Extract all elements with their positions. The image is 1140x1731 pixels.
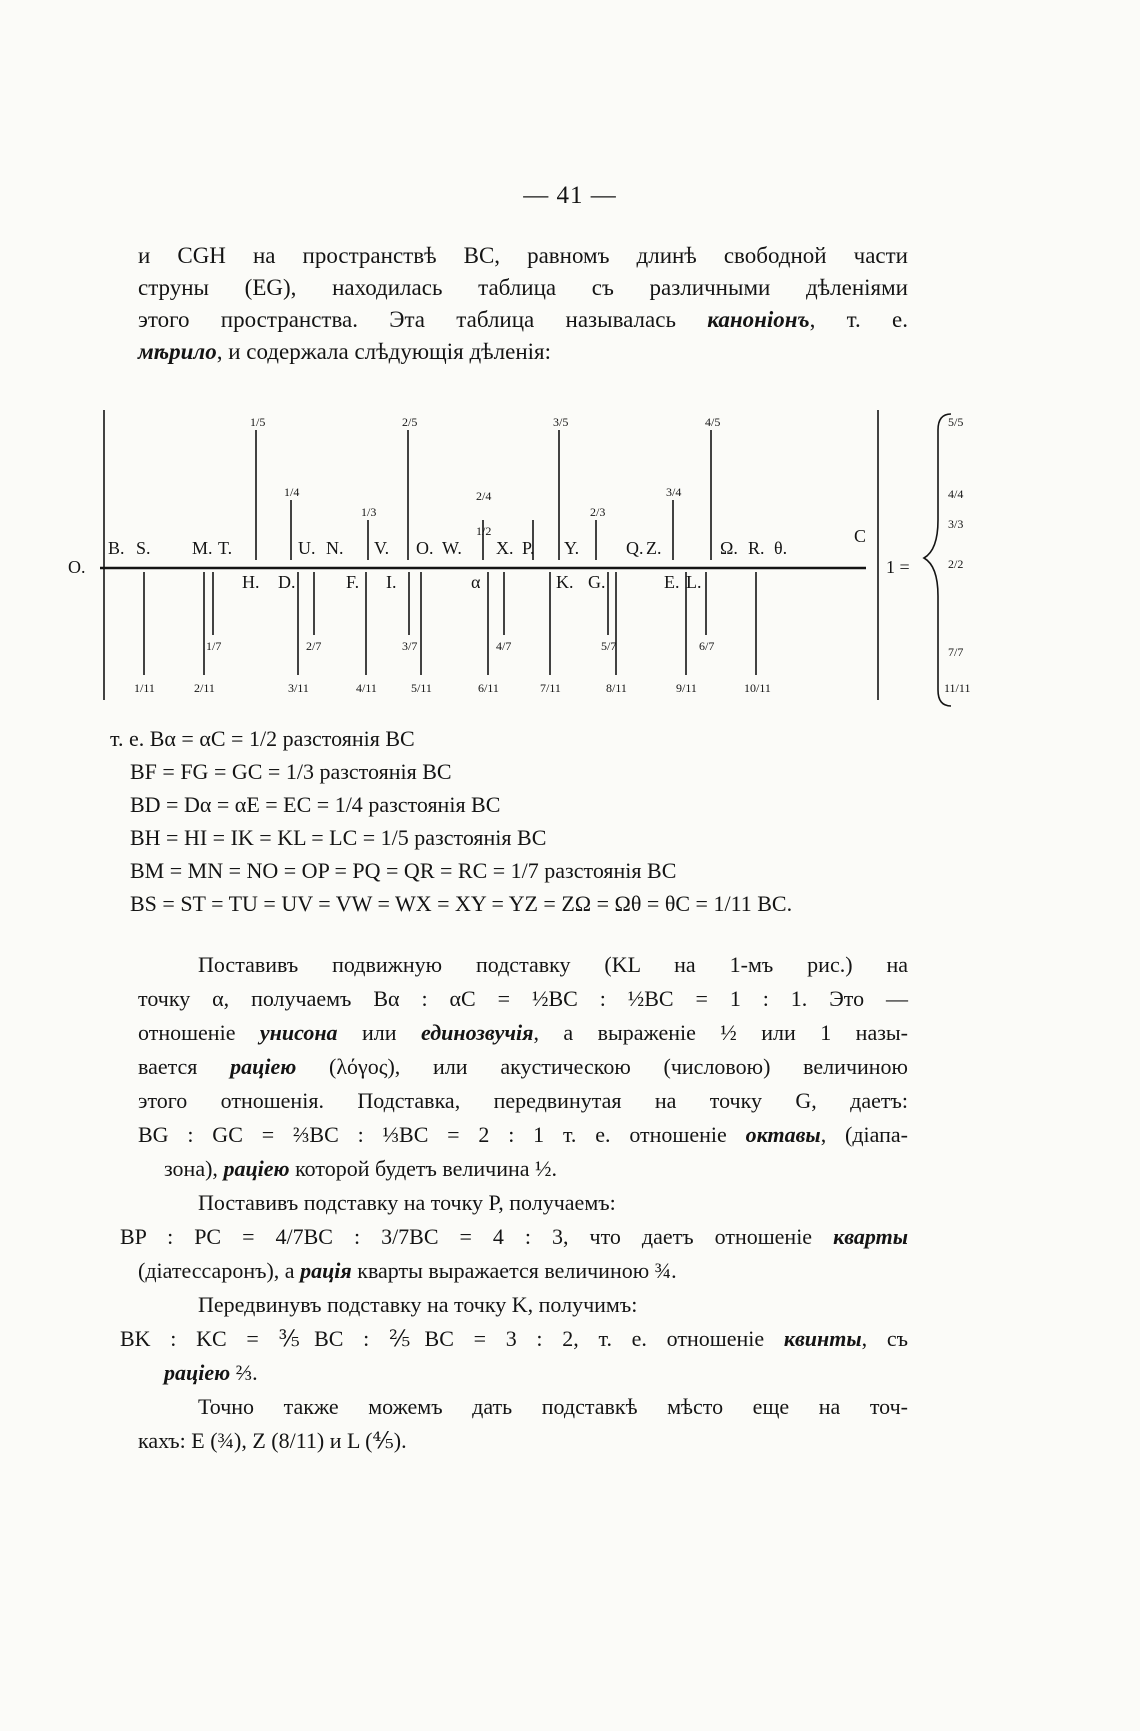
body-text <box>120 948 909 1458</box>
frac-2-7: 2/7 <box>306 639 322 653</box>
bottom-label-h: H. <box>242 572 260 592</box>
bottom-label-f: F. <box>346 572 360 592</box>
brace-frac-4-4: 4/4 <box>948 487 964 501</box>
frac-4-7: 4/7 <box>496 639 512 653</box>
body-line-4: вается раціею (λόγος), или акустическою (числовою) величиною <box>138 1054 908 1079</box>
bottom-label-k: K. <box>556 572 574 592</box>
body-line-10: (діатессаронъ), а рація кварты выражается величиною ¾. <box>138 1258 677 1283</box>
top-label-u: U. <box>298 538 316 558</box>
body-line-14: Точно также можемъ дать подставкѣ мѣсто еще на точ- <box>198 1394 908 1419</box>
frac-3-7: 3/7 <box>402 639 418 653</box>
frac-2-11: 2/11 <box>194 681 215 695</box>
equation-line-1: т. е. Bα = αC = 1/2 разстоянія BC <box>110 726 415 751</box>
frac-1-7: 1/7 <box>206 639 222 653</box>
top-label-s: S. <box>136 538 151 558</box>
top-label-y: Y. <box>564 538 580 558</box>
canonion-diagram <box>56 400 976 720</box>
top-label-omega: Ω. <box>720 538 738 558</box>
intro-line-4: мѣрило, и содержала слѣдующія дѣленія: <box>138 339 551 364</box>
frac-9-11: 9/11 <box>676 681 697 695</box>
label-o: O. <box>68 557 86 577</box>
bottom-label-g: G. <box>588 572 606 592</box>
equation-line-6: BS = ST = TU = UV = VW = WX = XY = YZ = ZΩ = Ωθ = θC = 1/11 BC. <box>130 891 793 916</box>
frac-3-11: 3/11 <box>288 681 309 695</box>
top-label-w: W. <box>442 538 462 558</box>
top-label-v: V. <box>374 538 390 558</box>
frac-8-11: 8/11 <box>606 681 627 695</box>
frac-3-4: 3/4 <box>666 485 682 499</box>
frac-2-4: 2/4 <box>476 489 492 503</box>
body-line-11: Передвинувъ подставку на точку K, получимъ: <box>198 1292 638 1317</box>
body-line-3: отношеніе унисона или единозвучія, а выраженіе ½ или 1 назы- <box>138 1020 909 1045</box>
frac-1-3: 1/3 <box>361 505 377 519</box>
top-label-x: X. <box>496 538 514 558</box>
bottom-label-d: D. <box>278 572 296 592</box>
frac-4-11: 4/11 <box>356 681 377 695</box>
intro-line-2: струны (EG), находилась таблица съ различными дѣленіями <box>138 275 908 300</box>
frac-1-2: 1/2 <box>476 524 492 538</box>
body-line-6: BG : GC = ⅔BC : ⅓BC = 2 : 1 т. е. отношеніе октавы, (діапа- <box>138 1122 908 1147</box>
brace-frac-2-2: 2/2 <box>948 557 964 571</box>
equation-line-3: BD = Dα = αE = EC = 1/4 разстоянія BC <box>130 792 501 817</box>
top-label-c: C <box>854 526 867 546</box>
top-label-b: B. <box>108 538 125 558</box>
equation-line-2: BF = FG = GC = 1/3 разстоянія BC <box>130 759 452 784</box>
frac-4-5: 4/5 <box>705 415 721 429</box>
intro-line-1: и CGH на пространствѣ BC, равномъ длинѣ свободной части <box>138 243 908 268</box>
body-line-8: Поставивъ подставку на точку P, получаемъ: <box>198 1190 616 1215</box>
frac-2-3: 2/3 <box>590 505 606 519</box>
bottom-label-alpha: α <box>471 572 481 592</box>
frac-10-11: 10/11 <box>744 681 771 695</box>
top-label-o: O. <box>416 538 434 558</box>
top-label-r: R. <box>748 538 765 558</box>
equation-line-5: BM = MN = NO = OP = PQ = QR = RC = 1/7 разстоянія BC <box>130 858 677 883</box>
frac-5-11: 5/11 <box>411 681 432 695</box>
equation-line-4: BH = HI = IK = KL = LC = 1/5 разстоянія BC <box>130 825 547 850</box>
top-label-m: M. <box>192 538 213 558</box>
body-line-1: Поставивъ подвижную подставку (KL на 1-мъ рис.) на <box>198 952 908 977</box>
top-label-q: Q. <box>626 538 644 558</box>
body-line-5: этого отношенія. Подставка, передвинутая на точку G, даетъ: <box>138 1088 908 1113</box>
body-line-15: кахъ: E (¾), Z (8/11) и L (⅘). <box>138 1428 407 1453</box>
body-line-2: точку α, получаемъ Bα : αC = ½BC : ½BC = 1 : 1. Это — <box>138 986 908 1011</box>
bottom-label-i: I. <box>386 572 397 592</box>
brace-frac-11-11: 11/11 <box>944 681 971 695</box>
frac-7-11: 7/11 <box>540 681 561 695</box>
frac-1-5: 1/5 <box>250 415 266 429</box>
top-label-n: N. <box>326 538 344 558</box>
intro-paragraph <box>138 240 908 368</box>
top-label-theta: θ. <box>774 538 788 558</box>
body-line-12: BK : KC = ⅗BC : ⅖BC = 3 : 2, т. е. отношеніе квинты, съ <box>120 1326 909 1351</box>
bottom-label-e: E. <box>664 572 680 592</box>
top-label-p: P. <box>522 538 535 558</box>
frac-2-5: 2/5 <box>402 415 418 429</box>
brace-frac-3-3: 3/3 <box>948 517 964 531</box>
brace-frac-5-5: 5/5 <box>948 415 964 429</box>
body-line-7: зона), раціею которой будетъ величина ½. <box>164 1156 558 1181</box>
frac-3-5: 3/5 <box>553 415 569 429</box>
frac-5-7: 5/7 <box>601 639 617 653</box>
frac-1-4: 1/4 <box>284 485 300 499</box>
top-label-t: T. <box>218 538 233 558</box>
body-line-13: раціею ⅔. <box>164 1360 258 1385</box>
page-number: — 41 — <box>523 182 617 209</box>
frac-6-7: 6/7 <box>699 639 715 653</box>
equations-block <box>110 722 990 920</box>
equals-one: 1 = <box>886 557 910 577</box>
intro-line-3: этого пространства. Эта таблица называлась канонiонъ, т. е. <box>138 307 908 332</box>
body-line-9: BP : PC = 4/7BC : 3/7BC = 4 : 3, что даетъ отношеніе кварты <box>120 1224 908 1249</box>
brace-frac-7-7: 7/7 <box>948 645 964 659</box>
frac-1-11: 1/11 <box>134 681 155 695</box>
bottom-label-l: L. <box>686 572 702 592</box>
frac-6-11: 6/11 <box>478 681 499 695</box>
top-label-z: Z. <box>646 538 662 558</box>
